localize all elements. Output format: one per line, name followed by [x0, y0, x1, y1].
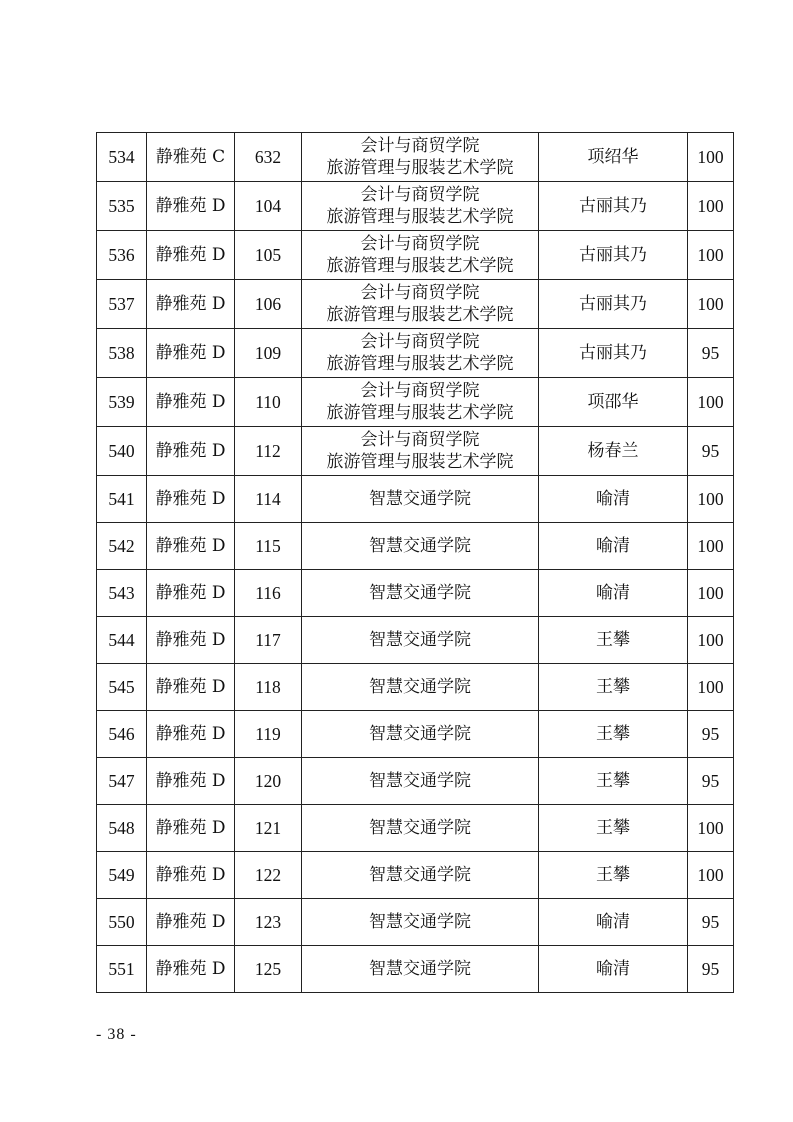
room-number-cell: 105	[235, 231, 302, 280]
table-row	[97, 378, 734, 427]
building-cell: 静雅苑 D	[147, 280, 235, 329]
room-number-cell: 121	[235, 805, 302, 852]
college-name-line: 旅游管理与服装艺术学院	[326, 403, 514, 423]
person-in-charge-cell: 古丽其乃	[539, 329, 688, 378]
room-number-cell: 125	[235, 946, 302, 993]
row-number-cell: 534	[97, 133, 147, 182]
table-row	[97, 231, 734, 280]
table-row	[97, 133, 734, 182]
college-name-line: 智慧交通学院	[369, 818, 471, 838]
room-number-cell: 122	[235, 852, 302, 899]
college-name-line: 会计与商贸学院	[360, 381, 480, 401]
college-name-line: 会计与商贸学院	[360, 430, 480, 450]
college-name-line: 智慧交通学院	[369, 677, 471, 697]
building-cell: 静雅苑 D	[147, 617, 235, 664]
row-number-cell: 536	[97, 231, 147, 280]
row-number-cell: 545	[97, 664, 147, 711]
room-number-cell: 115	[235, 523, 302, 570]
table-row	[97, 852, 734, 899]
row-number-cell: 542	[97, 523, 147, 570]
score-cell: 100	[688, 280, 734, 329]
building-cell: 静雅苑 D	[147, 378, 235, 427]
building-cell: 静雅苑 D	[147, 805, 235, 852]
score-cell: 95	[688, 899, 734, 946]
person-in-charge-cell: 喻清	[539, 899, 688, 946]
room-number-cell: 110	[235, 378, 302, 427]
building-cell: 静雅苑 D	[147, 711, 235, 758]
score-cell: 100	[688, 664, 734, 711]
room-number-cell: 104	[235, 182, 302, 231]
person-in-charge-cell: 项绍华	[539, 133, 688, 182]
building-cell: 静雅苑 D	[147, 946, 235, 993]
college-name-line: 旅游管理与服装艺术学院	[326, 305, 514, 325]
score-cell: 100	[688, 617, 734, 664]
college-name-line: 旅游管理与服装艺术学院	[326, 354, 514, 374]
building-cell: 静雅苑 C	[147, 133, 235, 182]
building-cell: 静雅苑 D	[147, 182, 235, 231]
row-number-cell: 537	[97, 280, 147, 329]
room-number-cell: 123	[235, 899, 302, 946]
score-cell: 95	[688, 329, 734, 378]
college-name-line: 智慧交通学院	[369, 630, 471, 650]
building-cell: 静雅苑 D	[147, 570, 235, 617]
college-name-line: 会计与商贸学院	[360, 185, 480, 205]
person-in-charge-cell: 王攀	[539, 711, 688, 758]
score-cell: 100	[688, 182, 734, 231]
row-number-cell: 549	[97, 852, 147, 899]
college-name-line: 旅游管理与服装艺术学院	[326, 452, 514, 472]
college-cell	[302, 617, 539, 664]
college-cell	[302, 711, 539, 758]
college-cell	[302, 280, 539, 329]
college-name-line: 旅游管理与服装艺术学院	[326, 158, 514, 178]
college-cell	[302, 946, 539, 993]
room-number-cell: 119	[235, 711, 302, 758]
person-in-charge-cell: 王攀	[539, 617, 688, 664]
person-in-charge-cell: 喻清	[539, 476, 688, 523]
score-cell: 95	[688, 946, 734, 993]
building-cell: 静雅苑 D	[147, 758, 235, 805]
score-cell: 100	[688, 523, 734, 570]
page-number: - 38 -	[96, 1026, 137, 1043]
row-number-cell: 547	[97, 758, 147, 805]
college-name-line: 智慧交通学院	[369, 771, 471, 791]
person-in-charge-cell: 喻清	[539, 523, 688, 570]
table-row	[97, 570, 734, 617]
college-name-line: 智慧交通学院	[369, 865, 471, 885]
college-name-line: 智慧交通学院	[369, 959, 471, 979]
score-cell: 95	[688, 427, 734, 476]
room-number-cell: 109	[235, 329, 302, 378]
row-number-cell: 535	[97, 182, 147, 231]
college-cell	[302, 231, 539, 280]
score-cell: 100	[688, 231, 734, 280]
person-in-charge-cell: 古丽其乃	[539, 280, 688, 329]
table-row	[97, 617, 734, 664]
college-name-line: 会计与商贸学院	[360, 136, 480, 156]
college-name-line: 智慧交通学院	[369, 536, 471, 556]
college-cell	[302, 570, 539, 617]
score-cell: 100	[688, 378, 734, 427]
row-number-cell: 546	[97, 711, 147, 758]
table-row	[97, 758, 734, 805]
table-row	[97, 280, 734, 329]
table-row	[97, 805, 734, 852]
row-number-cell: 544	[97, 617, 147, 664]
college-name-line: 智慧交通学院	[369, 583, 471, 603]
row-number-cell: 538	[97, 329, 147, 378]
college-name-line: 旅游管理与服装艺术学院	[326, 207, 514, 227]
person-in-charge-cell: 喻清	[539, 570, 688, 617]
table-row	[97, 899, 734, 946]
person-in-charge-cell: 杨春兰	[539, 427, 688, 476]
college-name-line: 智慧交通学院	[369, 489, 471, 509]
building-cell: 静雅苑 D	[147, 899, 235, 946]
row-number-cell: 550	[97, 899, 147, 946]
dormitory-score-table-container	[96, 132, 733, 993]
room-number-cell: 632	[235, 133, 302, 182]
college-cell	[302, 427, 539, 476]
table-row	[97, 427, 734, 476]
table-row	[97, 664, 734, 711]
college-name-line: 智慧交通学院	[369, 912, 471, 932]
college-cell	[302, 523, 539, 570]
room-number-cell: 106	[235, 280, 302, 329]
score-cell: 100	[688, 476, 734, 523]
college-name-line: 旅游管理与服装艺术学院	[326, 256, 514, 276]
college-cell	[302, 329, 539, 378]
college-cell	[302, 805, 539, 852]
table-row	[97, 946, 734, 993]
room-number-cell: 117	[235, 617, 302, 664]
college-name-line: 会计与商贸学院	[360, 283, 480, 303]
table-row	[97, 476, 734, 523]
building-cell: 静雅苑 D	[147, 329, 235, 378]
building-cell: 静雅苑 D	[147, 664, 235, 711]
score-cell: 95	[688, 758, 734, 805]
room-number-cell: 114	[235, 476, 302, 523]
person-in-charge-cell: 王攀	[539, 805, 688, 852]
dormitory-score-table	[96, 132, 734, 993]
score-cell: 100	[688, 805, 734, 852]
college-cell	[302, 182, 539, 231]
room-number-cell: 118	[235, 664, 302, 711]
college-cell	[302, 664, 539, 711]
room-number-cell: 116	[235, 570, 302, 617]
score-cell: 95	[688, 711, 734, 758]
college-name-line: 智慧交通学院	[369, 724, 471, 744]
person-in-charge-cell: 项邵华	[539, 378, 688, 427]
row-number-cell: 543	[97, 570, 147, 617]
table-row	[97, 711, 734, 758]
table-row	[97, 523, 734, 570]
row-number-cell: 539	[97, 378, 147, 427]
college-cell	[302, 852, 539, 899]
building-cell: 静雅苑 D	[147, 476, 235, 523]
row-number-cell: 541	[97, 476, 147, 523]
person-in-charge-cell: 古丽其乃	[539, 231, 688, 280]
college-cell	[302, 758, 539, 805]
row-number-cell: 548	[97, 805, 147, 852]
person-in-charge-cell: 喻清	[539, 946, 688, 993]
building-cell: 静雅苑 D	[147, 427, 235, 476]
building-cell: 静雅苑 D	[147, 231, 235, 280]
person-in-charge-cell: 王攀	[539, 664, 688, 711]
row-number-cell: 551	[97, 946, 147, 993]
table-row	[97, 182, 734, 231]
room-number-cell: 120	[235, 758, 302, 805]
person-in-charge-cell: 王攀	[539, 852, 688, 899]
building-cell: 静雅苑 D	[147, 523, 235, 570]
person-in-charge-cell: 古丽其乃	[539, 182, 688, 231]
college-name-line: 会计与商贸学院	[360, 332, 480, 352]
college-name-line: 会计与商贸学院	[360, 234, 480, 254]
college-cell	[302, 378, 539, 427]
college-cell	[302, 133, 539, 182]
building-cell: 静雅苑 D	[147, 852, 235, 899]
table-row	[97, 329, 734, 378]
score-cell: 100	[688, 133, 734, 182]
score-cell: 100	[688, 852, 734, 899]
score-cell: 100	[688, 570, 734, 617]
room-number-cell: 112	[235, 427, 302, 476]
person-in-charge-cell: 王攀	[539, 758, 688, 805]
table-body	[97, 133, 734, 993]
college-cell	[302, 899, 539, 946]
college-cell	[302, 476, 539, 523]
row-number-cell: 540	[97, 427, 147, 476]
